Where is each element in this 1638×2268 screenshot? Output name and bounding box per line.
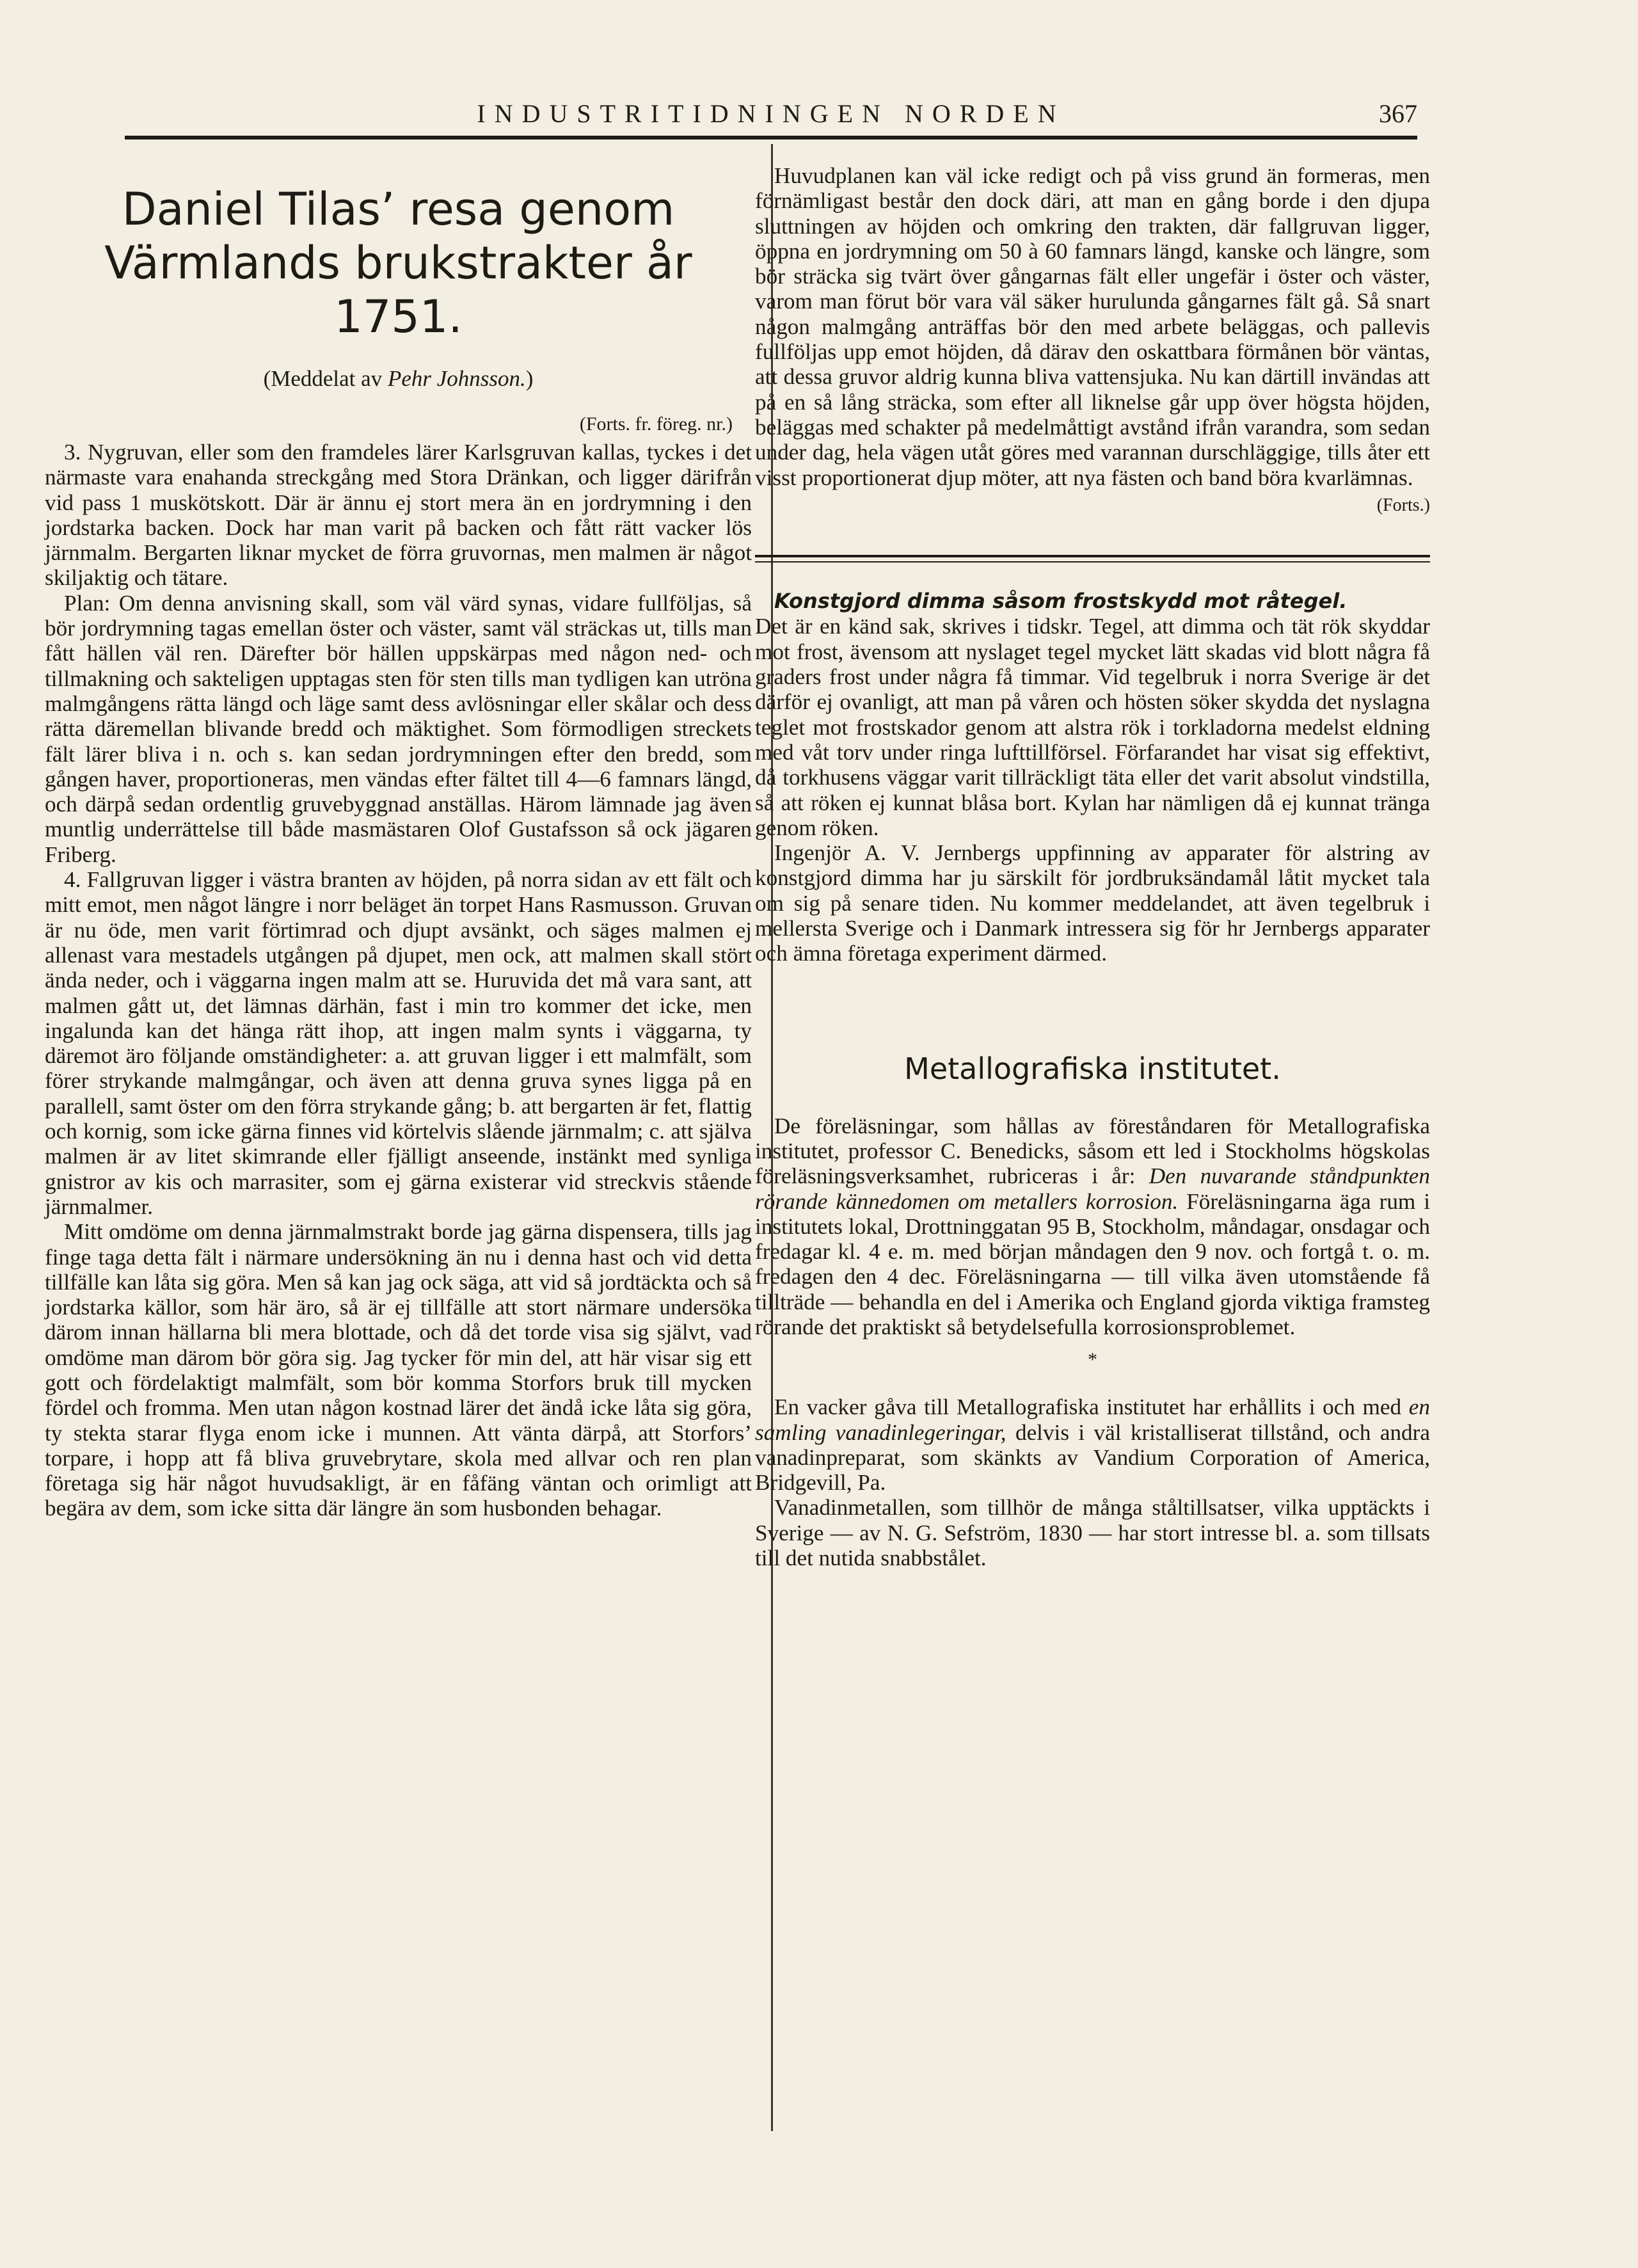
header-rule — [125, 136, 1417, 140]
separator-star: * — [1088, 1349, 1097, 1371]
article-paragraph: Plan: Om denna anvisning skall, som väl värd synas, vidare fullföljas, så bör jordrymning tagas emellan öster och väster, samt väl sträckas ut, tills man fått hällen väl ren. Därefter bör hällen uppskärpas med någon ned- och tillmakning och sakteligen upptagas sten för sten tills man tydligen kan utröna malmgångens rätta längd och läge samt dess avlösningar eller skålar och dess rätta däremellan blivande bredd och mäktighet. Som förmodligen streckets fält lärer bliva i n. och s. kan sedan jordrymningen efter den bredd, som gången haver, proportioneras, men vändas efter fältet till 4—6 famnars längd, och därpå sedan ordentlig gruvebyggnad anställas. Härom lämnade jag även muntlig underrättelse till både masmästaren Olof Gustafsson så ock jägaren Friberg. — [45, 590, 752, 867]
article-title: Daniel Tilas’ resa genom Värmlands brukstrakter år 1751. — [104, 183, 692, 343]
to-be-continued: (Forts.) — [1376, 495, 1430, 515]
article-continued-paragraph: Huvudplanen kan väl icke redigt och på viss grund än formeras, men förnämligast består den dock däri, att man en gång borde i den djupa sluttningen av höjden och omkring den trakten, där fallgruvan ligger, öppna en jordrymning om 50 à 60 famnars längd, kanske och längre, som bör sträcka sig tvärt över gångarnas fält eller ungefär i öster och väster, varom man förut bör vara väl säker hurulunda gångarnes fält gå. Så snart någon malmgång anträffas bör den med arbete beläggas, och pallevis fullföljas upp emot höjden, då därav den oskattbara förmånen bör väntas, att dessa gruvor aldrig kunna bliva vattensjuka. Nu kan därtill invändas att på en så lång sträcka, som efter all liknelse går upp över högsta höjden, beläggas med schakter på medelmåttigt avstånd ifrån varandra, som sedan under dag, hela vägen utåt göres med varannan durschläggige, tills åter ett visst proportionerat djup möter, att nya fästen och band böra kvarlämnas. (Forts.) — [755, 163, 1430, 490]
byline-author: Pehr Johnsson. — [387, 366, 526, 391]
running-head — [125, 96, 1417, 134]
section-title: Metallografiska institutet. — [904, 1051, 1281, 1086]
article-byline: (Meddelat av Pehr Johnsson.) — [263, 366, 534, 391]
gift-paragraph: En vacker gåva till Metallografiska institutet har erhållits i och med en samling vanadinlegeringar, delvis i väl kristalliserat tillstånd, och andra vanadinpreparat, som skänkts av Vandium Corporation of America, Bridgevill, Pa. — [755, 1394, 1430, 1496]
frost-news-runin: Konstgjord dimma såsom frostskydd mot råtegel. — [774, 589, 1348, 614]
article-paragraph: Mitt omdöme om denna järnmalmstrakt borde jag gärna dispensera, tills jag finge taga detta fält i närmare undersökning än nu i denna hast och vid detta tillfälle kan låta sig göra. Men så kan jag ock säga, att vid så jordtäckta och så jordstarka källor, som här äro, så är ej tillfälle att stort närmare undersöka därom innan hällarna bli mera blottade, och då det torde visa sig självt, vad omdöme man därom bör göra sig. Jag tycker för min del, att här visar sig ett gott och fördelaktigt malmfält, som bör komma Storfors bruk till mycken fördel och fromma. Men utan någon kostnad lärer det ändå icke låta sig göra, ty stekta starar flyga enom icke i munnen. Att vänta därpå, att Storfors’ torpare, i hopp att få bliva gruvebrytare, skola med allvar och ren plan företaga sig här något huvudsakligt, är en fåfäng väntan och orimligt att begära av dem, som icke sitta där längre än som husbonden behagar. — [45, 1219, 752, 1521]
frost-news-paragraph: Ingenjör A. V. Jernbergs uppfinning av apparater för alstring av konstgjord dimma har ju särskilt för jordbruksändamål låtit mycket tala om sig på senare tiden. Nu kommer meddelandet, att även tegelbruk i mellersta Sverige och i Danmark intressera sig för hr Jernbergs apparater och ämna företaga experiment därmed. — [755, 840, 1430, 966]
left-column — [45, 182, 752, 1521]
lecture-paragraph: De föreläsningar, som hållas av föreståndaren för Metallografiska institutet, professor C. Benedicks, såsom ett led i Stockholms högskolas föreläsningsverksamhet, rubriceras i år: Den nuvarande ståndpunkten rörande kännedomen om metallers korrosion. Föreläsningarna äga rum i institutets lokal, Drottninggatan 95 B, Stockholm, måndagar, onsdagar och fredagar kl. 4 e. m. med början måndagen den 9 nov. och fortgå t. o. m. fredagen den 4 dec. Föreläsningarna — till vilka även utomstående få tillträde — behandla en del i Amerika och England gjorda viktiga framsteg rörande det praktiskt så betydelsefulla korrosionsproblemet. — [755, 1113, 1431, 1339]
frost-news-paragraph: Konstgjord dimma såsom frostskydd mot råtegel. Det är en känd sak, skrives i tidskr. Tegel, att dimma och tät rök skyddar mot frost, ävensom att nyslaget tegel mycket lätt skadas vid blott några få graders frost under några få timmar. Vid tegelbruk i norra Sverige är det därför ej ovanligt, att man på våren och hösten söker skydda det nyslagna teglet mot frostskador genom att alstra rök i torkladorna medelst eldning med våt torv under ringa lufttillförsel. Förfarandet har visat sig effektivt, då torkhusens väggar varit tillräckligt täta eller det varit absolut vindstilla, så att röken ej kunnat blåsa bort. Kylan har nämligen då ej kunnat tränga genom röken. — [755, 589, 1430, 840]
right-column — [755, 163, 1430, 1570]
article-paragraph: 3. Nygruvan, eller som den framdeles lärer Karlsgruvan kallas, tyckes i det närmaste vara enahanda streckgång med Stora Dränkan, och ligger därifrån vid pass 1 muskötskott. Där är ännu ej stort mera än en jordrymning i den jordstarka backen. Dock har man varit på backen och fått rätt vacker lös järnmalm. Bergarten liknar mycket de förra gruvornas, men malmen är något skiljaktig och tätare. — [45, 440, 752, 591]
page-number: 367 — [1379, 99, 1417, 128]
vanadin-paragraph: Vanadinmetallen, som tillhör de många ståltillsatser, vilka upptäckts i Sverige — av N. G. Sefström, 1830 — har stort intresse bl. a. som tillsats till det nutida snabbstålet. — [755, 1495, 1430, 1571]
continuation-note: (Forts. fr. föreg. nr.) — [579, 413, 733, 435]
journal-title: INDUSTRITIDNINGEN NORDEN — [477, 99, 1065, 128]
section-rule — [755, 555, 1430, 563]
article-paragraph: 4. Fallgruvan ligger i västra branten av höjden, på norra sidan av ett fält och mitt emot, men något längre i norr beläget än torpet Hans Rasmusson. Gruvan är nu öde, men varit förtimrad och djupt avsänkt, och säges malmen ej allenast vara mestadels utgången på djupet, men ock, att malmen skall stört ända neder, och i väggarna ingen malm att se. Huruvida det må vara sant, att malmen gått ut, det lämnas därhän, fast i min tro kommer det icke, men ingalunda kan det hänga rätt ihop, att ingen malm synts i väggarna, ty däremot äro följande omständigheter: a. att gruvan ligger i ett malmfält, som förer strykande malmgångar, och även att denna gruva synes ligga på en parallell, samt öster om den förra strykande gång; b. att bergarten är fet, flattig och kornig, som icke gärna finnes vid körtelvis slående järnmalm; c. att själva malmen är av litet skimrande eller fjälligt anseende, instänkt med synliga gnistror av kis och marrasiter, som ej gärna existerar vid streckvis stående järnmalmer. — [45, 867, 752, 1219]
